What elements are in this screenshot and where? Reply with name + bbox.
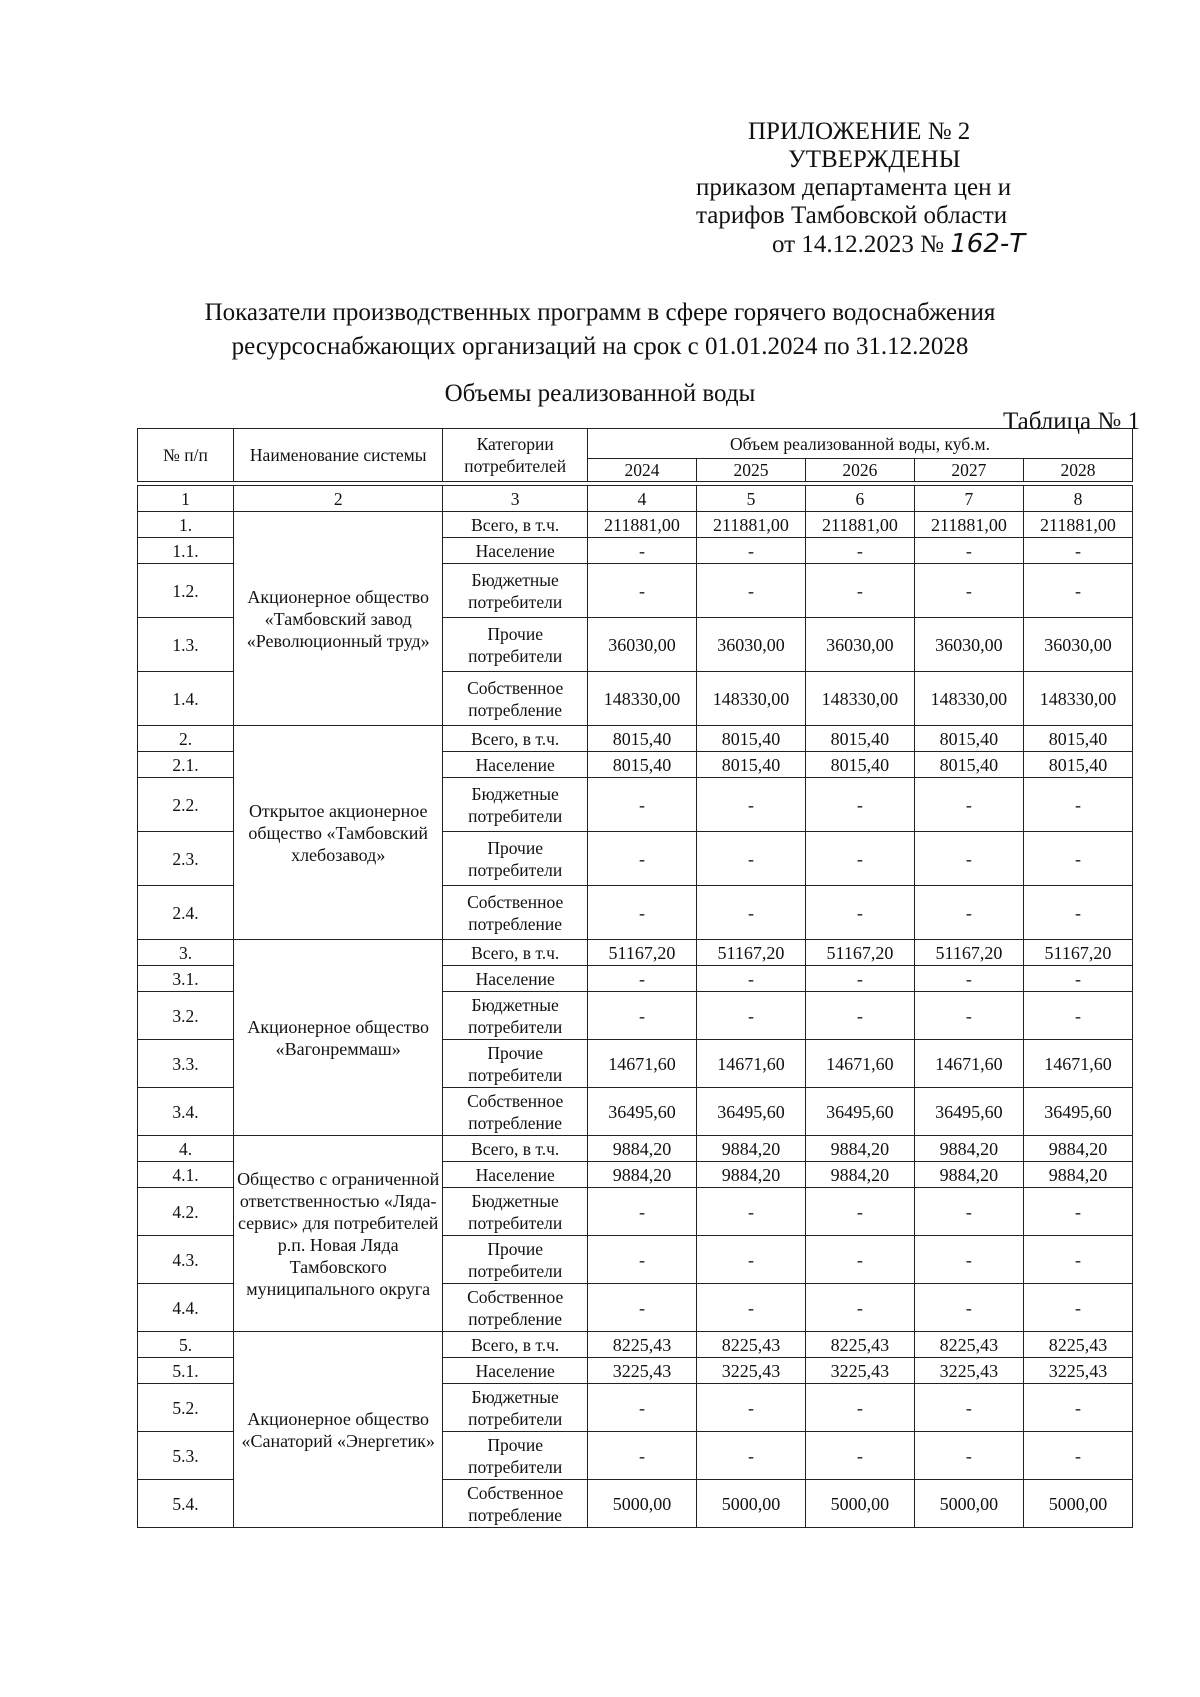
volume-value: 14671,60 [914, 1040, 1023, 1088]
volume-value: - [587, 832, 696, 886]
volume-value: 8015,40 [914, 752, 1023, 778]
volume-value: 5000,00 [914, 1480, 1023, 1528]
table-row [138, 940, 1133, 966]
order-line: приказом департамента цен и [696, 174, 1012, 201]
volume-value: 3225,43 [1023, 1358, 1132, 1384]
volume-value: 8225,43 [587, 1332, 696, 1358]
volume-value: 8225,43 [1023, 1332, 1132, 1358]
row-number: 2.2. [138, 778, 234, 832]
volume-value: 9884,20 [696, 1136, 805, 1162]
volume-value: - [1023, 1432, 1132, 1480]
row-number: 4.3. [138, 1236, 234, 1284]
title-line-1: Показатели производственных программ в сфере горячего водоснабжения [204, 299, 996, 326]
volume-value: - [805, 1432, 914, 1480]
volumes-table [137, 428, 1133, 1528]
volume-value: - [1023, 538, 1132, 564]
volume-value: 8015,40 [805, 752, 914, 778]
volume-value: 9884,20 [914, 1136, 1023, 1162]
row-number: 4. [138, 1136, 234, 1162]
consumer-category: Бюджетные потребители [443, 992, 588, 1040]
row-number: 2.1. [138, 752, 234, 778]
order-date: от 14.12.2023 № [772, 231, 944, 258]
row-number: 1.1. [138, 538, 234, 564]
consumer-category: Собственное потребление [443, 1088, 588, 1136]
volume-value: - [587, 966, 696, 992]
volume-value: - [914, 992, 1023, 1040]
volume-value: - [696, 564, 805, 618]
volume-value: 5000,00 [696, 1480, 805, 1528]
year-header: 2024 [587, 459, 696, 482]
consumer-category: Всего, в т.ч. [443, 512, 588, 538]
volume-value: - [914, 778, 1023, 832]
volume-value: - [587, 538, 696, 564]
volume-value: 148330,00 [587, 672, 696, 726]
column-index: 8 [1023, 486, 1132, 512]
year-header: 2027 [914, 459, 1023, 482]
consumer-category: Собственное потребление [443, 886, 588, 940]
volume-value: 51167,20 [1023, 940, 1132, 966]
volume-value: - [805, 1188, 914, 1236]
system-name: Общество с ограниченной ответственностью «Ляда-сервис» для потребителей р.п. Новая Ляда Тамбовского муниципального округа [234, 1136, 443, 1332]
volume-value: - [914, 1188, 1023, 1236]
volume-value: 36495,60 [696, 1088, 805, 1136]
document-title [0, 296, 1200, 364]
table-row [138, 726, 1133, 752]
volume-value: - [805, 1384, 914, 1432]
row-number: 1.4. [138, 672, 234, 726]
volume-value: 36030,00 [1023, 618, 1132, 672]
consumer-category: Собственное потребление [443, 1284, 588, 1332]
table-row [138, 1136, 1133, 1162]
volume-value: - [587, 778, 696, 832]
volume-value: 8225,43 [696, 1332, 805, 1358]
volume-value: - [696, 1188, 805, 1236]
consumer-category: Бюджетные потребители [443, 1384, 588, 1432]
volume-value: 9884,20 [914, 1162, 1023, 1188]
volume-value: 211881,00 [696, 512, 805, 538]
consumer-category: Собственное потребление [443, 672, 588, 726]
row-number: 2.4. [138, 886, 234, 940]
department-line: тарифов Тамбовской области [696, 202, 1008, 229]
volume-value: 9884,20 [805, 1162, 914, 1188]
row-number: 4.1. [138, 1162, 234, 1188]
row-number: 5.1. [138, 1358, 234, 1384]
consumer-category: Собственное потребление [443, 1480, 588, 1528]
volume-value: - [805, 832, 914, 886]
consumer-category: Бюджетные потребители [443, 778, 588, 832]
volume-value: 8015,40 [1023, 752, 1132, 778]
volume-value: 9884,20 [587, 1162, 696, 1188]
row-number: 5.4. [138, 1480, 234, 1528]
volume-value: 211881,00 [1023, 512, 1132, 538]
volume-value: - [587, 1384, 696, 1432]
row-number: 3.2. [138, 992, 234, 1040]
volume-value: 5000,00 [587, 1480, 696, 1528]
consumer-category: Население [443, 752, 588, 778]
volume-value: 9884,20 [696, 1162, 805, 1188]
volume-value: 148330,00 [805, 672, 914, 726]
system-name: Открытое акционерное общество «Тамбовский хлебозавод» [234, 726, 443, 940]
volume-value: - [696, 832, 805, 886]
volume-value: - [587, 1284, 696, 1332]
column-index: 6 [805, 486, 914, 512]
appendix-label: ПРИЛОЖЕНИЕ № 2 [748, 118, 971, 145]
title-line-2: ресурсоснабжающих организаций на срок с 01.01.2024 по 31.12.2028 [231, 333, 969, 360]
volume-value: 211881,00 [587, 512, 696, 538]
volume-value: - [914, 564, 1023, 618]
volume-value: 36030,00 [914, 618, 1023, 672]
order-number-handwritten: 162-Т [950, 229, 1026, 259]
volume-value: - [914, 1432, 1023, 1480]
consumer-category: Всего, в т.ч. [443, 940, 588, 966]
volume-value: - [696, 1236, 805, 1284]
volume-value: 148330,00 [696, 672, 805, 726]
table-row [138, 1332, 1133, 1358]
volume-value: - [914, 1236, 1023, 1284]
volume-value: 9884,20 [587, 1136, 696, 1162]
volume-value: - [805, 564, 914, 618]
volume-value: 5000,00 [1023, 1480, 1132, 1528]
volume-value: 36495,60 [805, 1088, 914, 1136]
volume-value: - [587, 992, 696, 1040]
consumer-category: Прочие потребители [443, 1040, 588, 1088]
volume-value: 3225,43 [805, 1358, 914, 1384]
volume-value: 51167,20 [914, 940, 1023, 966]
system-name: Акционерное общество «Вагонреммаш» [234, 940, 443, 1136]
volume-value: - [914, 1384, 1023, 1432]
volume-value: - [1023, 1236, 1132, 1284]
volume-value: 3225,43 [587, 1358, 696, 1384]
volume-value: 8015,40 [587, 726, 696, 752]
row-number: 5. [138, 1332, 234, 1358]
volume-value: - [1023, 778, 1132, 832]
volume-value: - [587, 1236, 696, 1284]
table-number: Таблица № 1 [1002, 408, 1140, 435]
volume-value: - [914, 832, 1023, 886]
volume-value: 51167,20 [587, 940, 696, 966]
volume-value: - [1023, 1188, 1132, 1236]
consumer-category: Прочие потребители [443, 618, 588, 672]
volume-value: 5000,00 [805, 1480, 914, 1528]
volume-value: - [696, 966, 805, 992]
volume-value: - [1023, 1384, 1132, 1432]
row-number: 3.4. [138, 1088, 234, 1136]
volume-value: 51167,20 [805, 940, 914, 966]
volume-value: 36030,00 [805, 618, 914, 672]
col-number-header: № п/п [138, 429, 234, 482]
volume-value: - [805, 778, 914, 832]
year-header: 2026 [805, 459, 914, 482]
volume-value: 211881,00 [914, 512, 1023, 538]
volume-value: 211881,00 [805, 512, 914, 538]
volume-value: - [805, 886, 914, 940]
volume-value: 9884,20 [1023, 1136, 1132, 1162]
volume-value: 3225,43 [696, 1358, 805, 1384]
row-number: 2. [138, 726, 234, 752]
column-index: 7 [914, 486, 1023, 512]
volume-value: - [587, 1188, 696, 1236]
consumer-category: Бюджетные потребители [443, 1188, 588, 1236]
volume-value: 36495,60 [914, 1088, 1023, 1136]
row-number: 2.3. [138, 832, 234, 886]
volume-value: - [696, 886, 805, 940]
col-category-header: Категории потребителей [443, 429, 588, 482]
volume-value: - [1023, 1284, 1132, 1332]
order-date-line [690, 230, 1090, 259]
volume-value: - [587, 564, 696, 618]
row-number: 1.2. [138, 564, 234, 618]
consumer-category: Прочие потребители [443, 832, 588, 886]
volume-value: - [914, 1284, 1023, 1332]
volume-value: - [696, 778, 805, 832]
volume-value: - [1023, 992, 1132, 1040]
volume-value: - [805, 1284, 914, 1332]
volume-value: - [696, 1284, 805, 1332]
row-number: 5.2. [138, 1384, 234, 1432]
volume-value: 8225,43 [914, 1332, 1023, 1358]
approval-header [690, 118, 1090, 259]
volume-value: - [696, 1384, 805, 1432]
volume-value: - [914, 966, 1023, 992]
year-header: 2025 [696, 459, 805, 482]
year-header: 2028 [1023, 459, 1132, 482]
volume-value: 14671,60 [805, 1040, 914, 1088]
volume-value: 36495,60 [587, 1088, 696, 1136]
approved-label: УТВЕРЖДЕНЫ [788, 146, 961, 173]
volume-value: 9884,20 [805, 1136, 914, 1162]
volume-value: 148330,00 [1023, 672, 1132, 726]
table-subtitle: Объемы реализованной воды [444, 380, 756, 407]
row-number: 4.2. [138, 1188, 234, 1236]
consumer-category: Население [443, 966, 588, 992]
volume-value: - [587, 886, 696, 940]
volume-value: - [914, 886, 1023, 940]
volume-value: 148330,00 [914, 672, 1023, 726]
volume-value: 14671,60 [696, 1040, 805, 1088]
volume-value: 8225,43 [805, 1332, 914, 1358]
volume-value: - [1023, 564, 1132, 618]
consumer-category: Всего, в т.ч. [443, 1136, 588, 1162]
consumer-category: Всего, в т.ч. [443, 726, 588, 752]
volume-value: 8015,40 [914, 726, 1023, 752]
row-number: 3. [138, 940, 234, 966]
consumer-category: Население [443, 538, 588, 564]
volume-value: 8015,40 [696, 752, 805, 778]
consumer-category: Бюджетные потребители [443, 564, 588, 618]
consumer-category: Прочие потребители [443, 1236, 588, 1284]
volume-value: - [805, 992, 914, 1040]
volume-value: 8015,40 [805, 726, 914, 752]
column-index: 2 [234, 486, 443, 512]
table-row [138, 512, 1133, 538]
system-name: Акционерное общество «Тамбовский завод «Революционный труд» [234, 512, 443, 726]
volume-value: 8015,40 [1023, 726, 1132, 752]
volume-value: - [805, 1236, 914, 1284]
volume-value: - [587, 1432, 696, 1480]
volume-value: 8015,40 [587, 752, 696, 778]
row-number: 5.3. [138, 1432, 234, 1480]
column-index: 1 [138, 486, 234, 512]
row-number: 4.4. [138, 1284, 234, 1332]
table-body [138, 482, 1133, 1528]
volume-value: - [1023, 886, 1132, 940]
volume-value: - [914, 538, 1023, 564]
column-index: 4 [587, 486, 696, 512]
consumer-category: Население [443, 1162, 588, 1188]
volume-value: 36030,00 [696, 618, 805, 672]
volume-value: - [805, 538, 914, 564]
volume-value: 14671,60 [587, 1040, 696, 1088]
row-number: 1.3. [138, 618, 234, 672]
volume-value: - [696, 1432, 805, 1480]
column-index: 3 [443, 486, 588, 512]
volume-value: 3225,43 [914, 1358, 1023, 1384]
volume-value: - [696, 538, 805, 564]
volume-value: - [805, 966, 914, 992]
volume-value: - [696, 992, 805, 1040]
column-index-row [138, 486, 1133, 512]
row-number: 3.1. [138, 966, 234, 992]
volume-value: 36030,00 [587, 618, 696, 672]
volume-value: 8015,40 [696, 726, 805, 752]
volume-value: 51167,20 [696, 940, 805, 966]
row-number: 1. [138, 512, 234, 538]
system-name: Акционерное общество «Санаторий «Энергетик» [234, 1332, 443, 1528]
consumer-category: Прочие потребители [443, 1432, 588, 1480]
volume-value: - [1023, 966, 1132, 992]
table-header [138, 429, 1133, 482]
volume-value: 36495,60 [1023, 1088, 1132, 1136]
consumer-category: Население [443, 1358, 588, 1384]
consumer-category: Всего, в т.ч. [443, 1332, 588, 1358]
volume-value: 9884,20 [1023, 1162, 1132, 1188]
column-index: 5 [696, 486, 805, 512]
row-number: 3.3. [138, 1040, 234, 1088]
volume-value: 14671,60 [1023, 1040, 1132, 1088]
volume-value: - [1023, 832, 1132, 886]
col-volume-header: Объем реализованной воды, куб.м. [587, 429, 1132, 459]
col-system-header: Наименование системы [234, 429, 443, 482]
